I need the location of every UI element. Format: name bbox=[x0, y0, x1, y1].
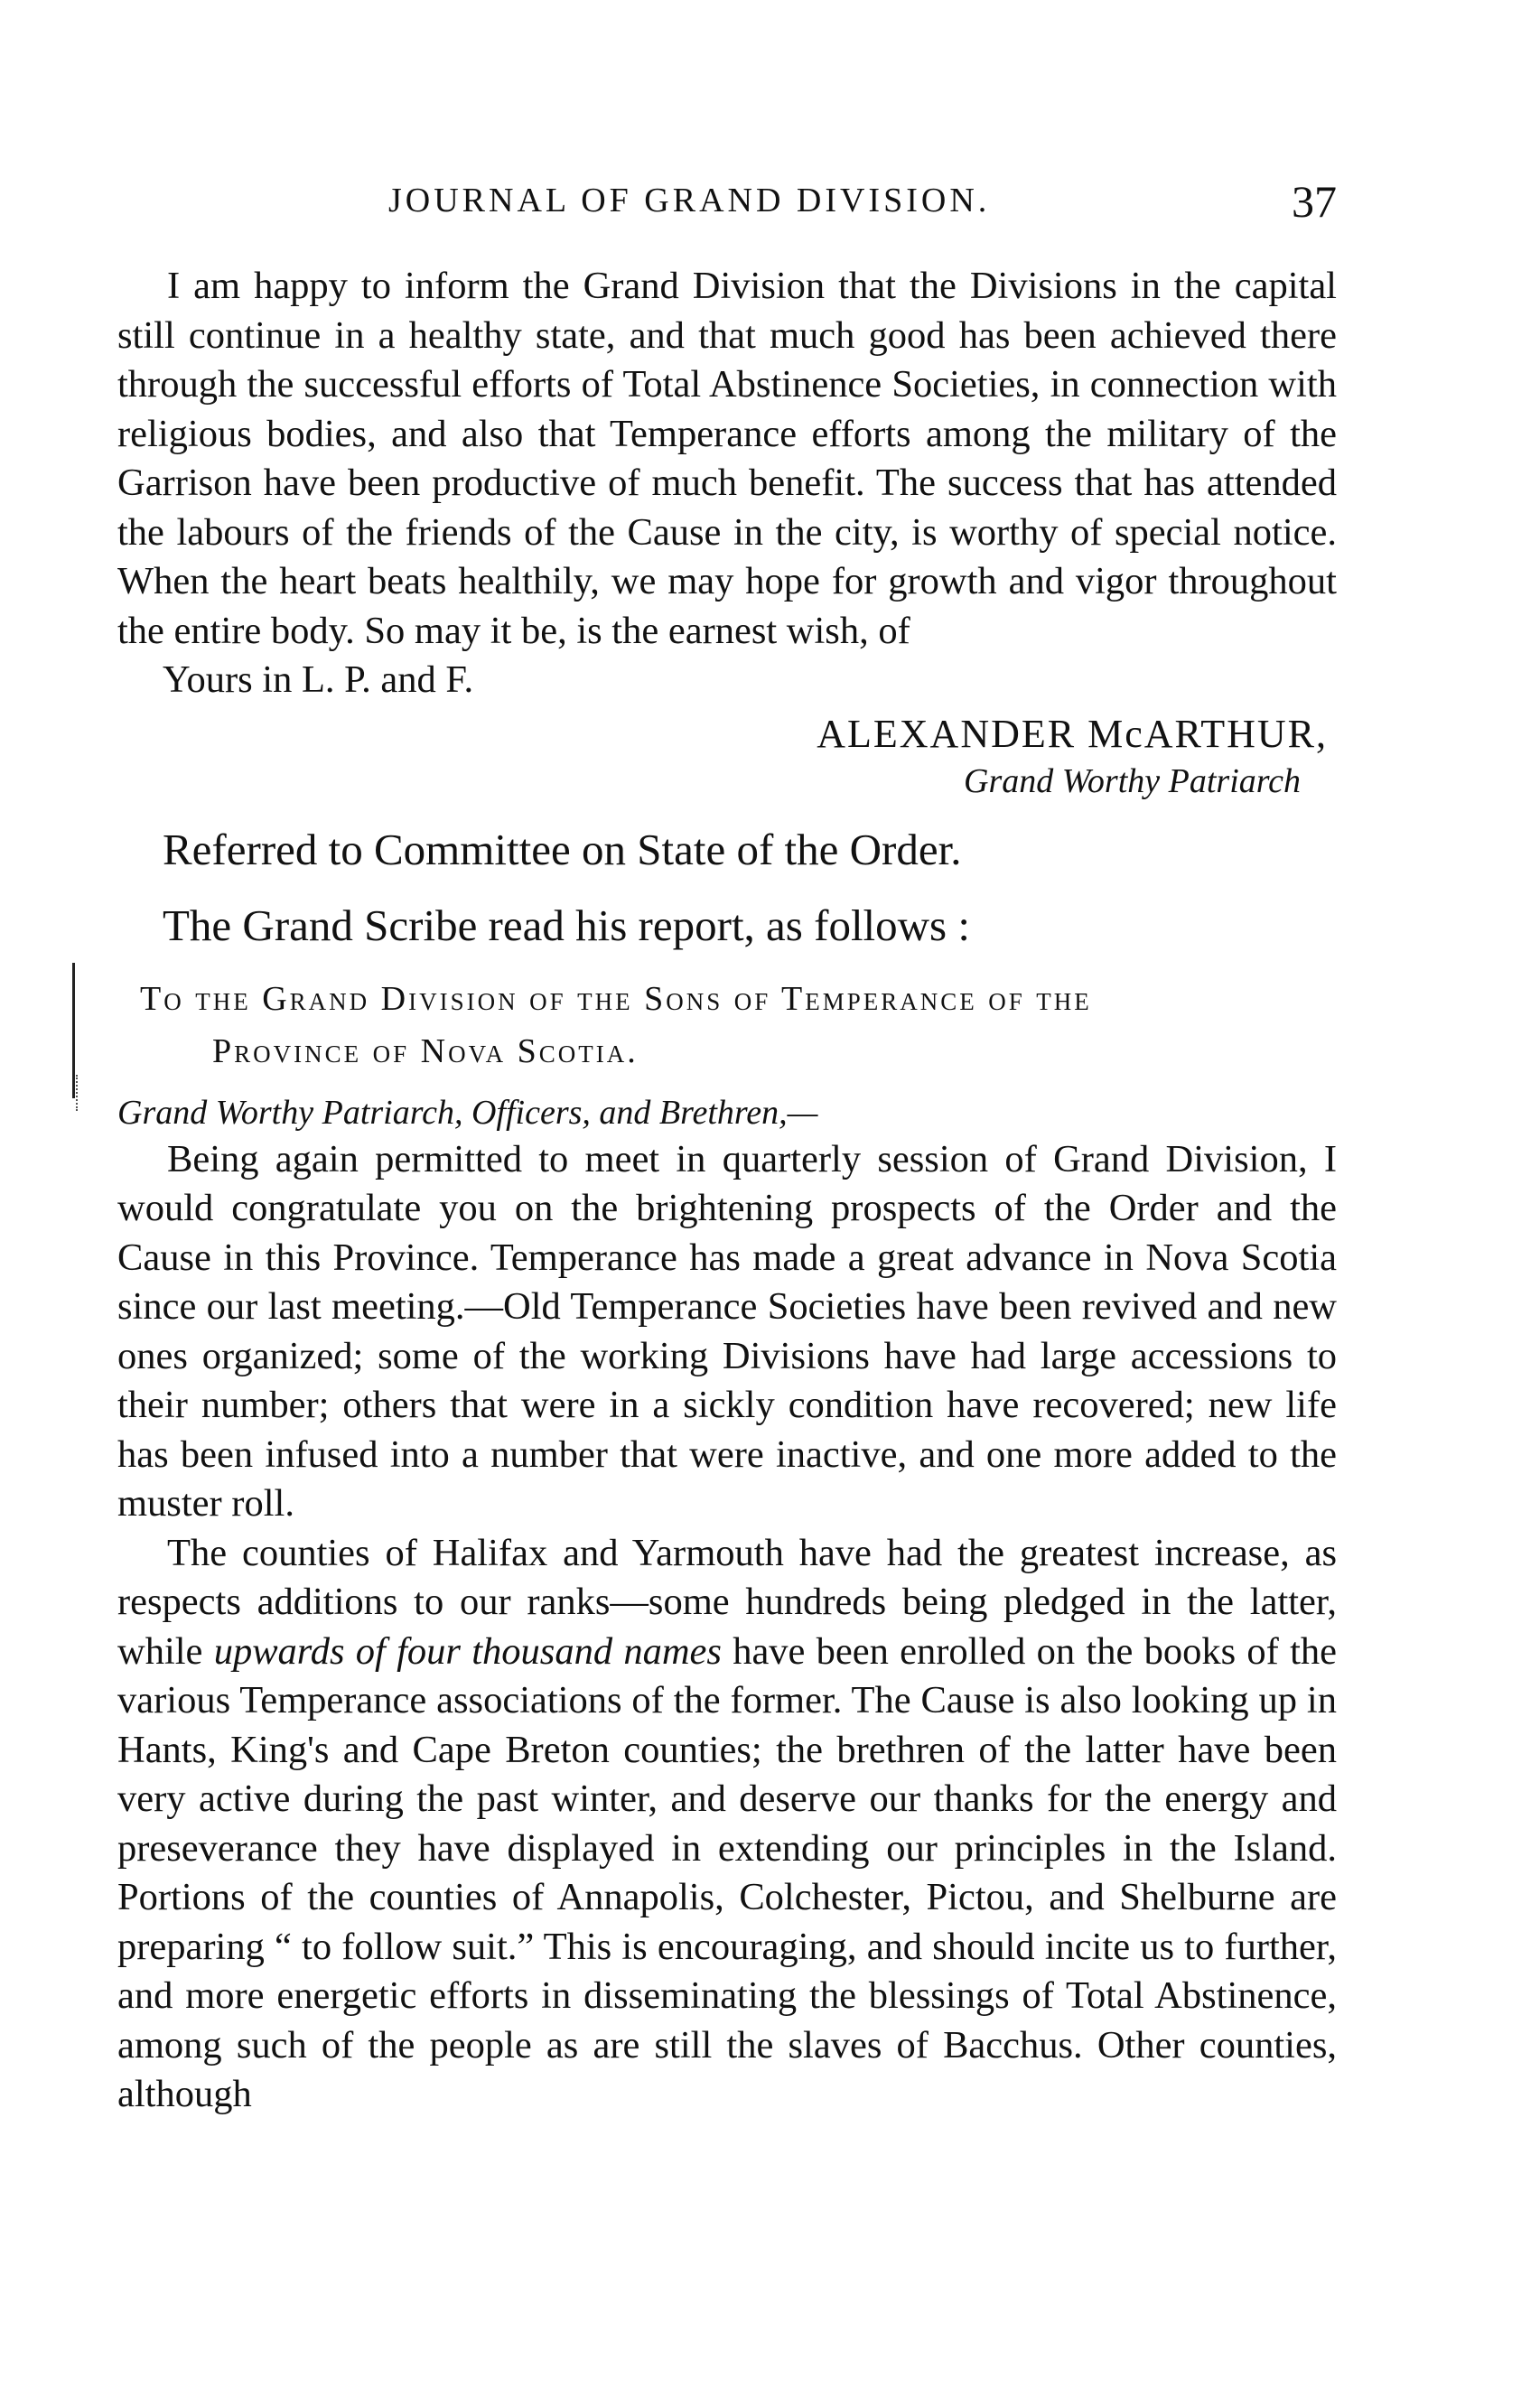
report-emphasis: upwards of four thousand names bbox=[213, 1629, 722, 1673]
report-paragraph-2 bbox=[117, 1529, 1337, 2120]
page-number: 37 bbox=[1292, 176, 1337, 227]
referral-note: Referred to Committee on State of the Order. bbox=[163, 824, 962, 874]
page-header bbox=[117, 176, 1337, 235]
letter-paragraph: I am happy to inform the Grand Division that the Divisions in the capital still continue in a healthy state, and that much good has been achieved there through the successful efforts of Total Abstinence Societies, in connection with religious bodies, and also that Temperance efforts among the military of the Garrison have been productive of much benefit. The success that has attended the labours of the friends of the Cause in the city, is worthy of special notice. When the heart beats healthily, we may hope for growth and vigor throughout the entire body. So may it be, is the earnest wish, of bbox=[117, 265, 1337, 652]
signature: ALEXANDER McARTHUR, bbox=[817, 711, 1328, 756]
scribe-intro: The Grand Scribe read his report, as follows : bbox=[163, 900, 970, 950]
report-paragraph-1: Being again permitted to meet in quarterly session of Grand Division, I would congratulate you on the brightening prospects of the Order and the Cause in this Province. Temperance has made a great advance in Nova Scotia since our last meeting.—Old Temperance Societies have been revived and new ones organized; some of the working Divisions have had large accessions to their number; others that were in a sickly condition have recovered; new life has been infused into a number that were inactive, and one more added to the muster roll. bbox=[117, 1137, 1337, 1525]
report-address bbox=[117, 973, 1337, 1078]
report-body bbox=[117, 1135, 1337, 2120]
report-paragraph-2-rest: have been enrolled on the books of the various Temperance associations of the former. The Cause is also looking up in Hants, King's and Cape Breton counties; the brethren of the latter have been very active during the past winter, and deserve our thanks for the energy and preseverance they have displayed in extending our principles in the Island. Portions of the counties of Annapolis, Colchester, Pictou, and Shelburne are preparing “ to follow suit.” This is encouraging, and should incite us to further, and more energetic efforts in disseminating the blessings of Total Abstinence, among such of the people as are still the slaves of Bacchus. Other counties, although bbox=[117, 1629, 1337, 2115]
report-paragraph-2-start: The counties of Halifax and Yarmouth have had the greatest increase, as respects additions to our ranks—some hundreds being pledged in the latter, while bbox=[117, 1531, 1337, 1673]
letter-closing: Yours in L. P. and F. bbox=[163, 658, 474, 701]
address-line-1: To the Grand Division of the Sons of Temperance of the bbox=[140, 979, 1092, 1018]
body-text bbox=[117, 262, 1337, 2120]
address-line-2: Province of Nova Scotia. bbox=[212, 1031, 639, 1070]
running-title: JOURNAL OF GRAND DIVISION. bbox=[388, 182, 991, 219]
margin-rule bbox=[72, 963, 75, 1098]
salutation: Grand Worthy Patriarch, Officers, and Brethren,— bbox=[117, 1093, 818, 1132]
margin-dots bbox=[76, 1075, 79, 1111]
signature-title: Grand Worthy Patriarch bbox=[964, 761, 1301, 800]
